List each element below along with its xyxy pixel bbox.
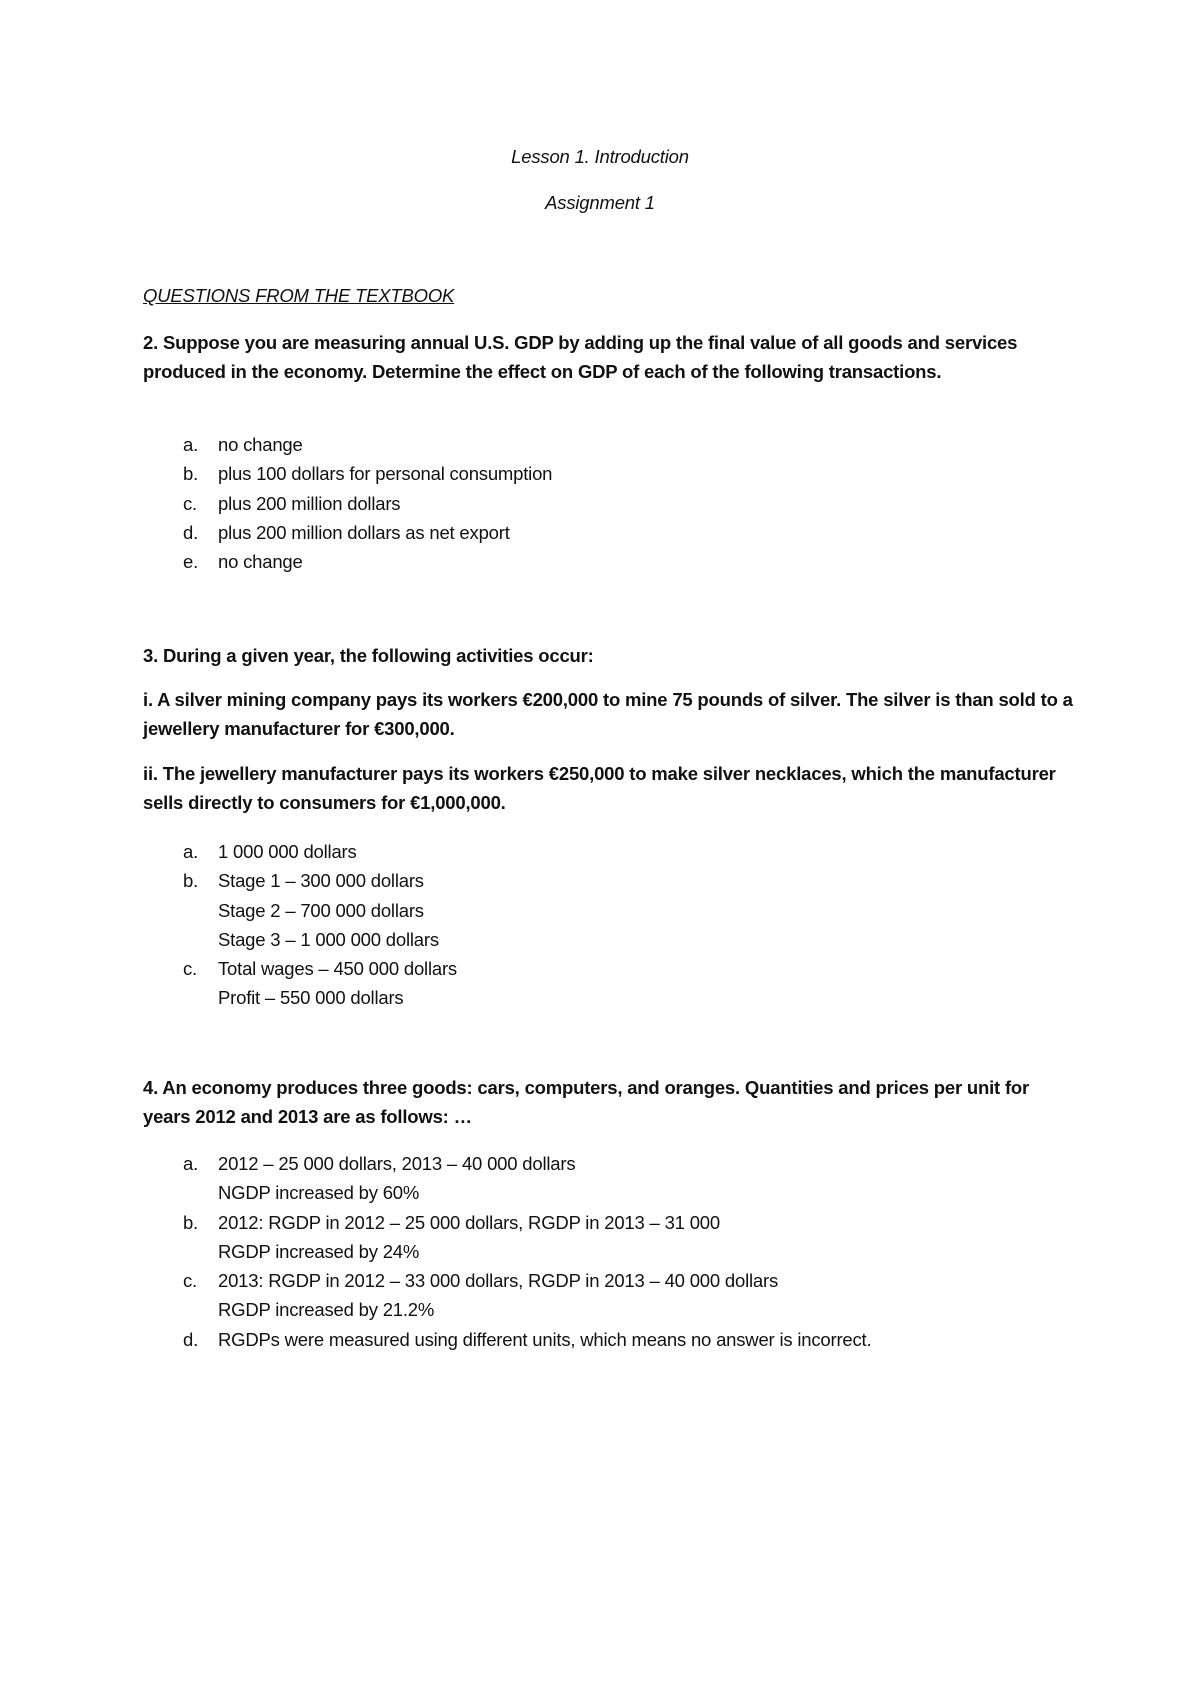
answer-marker: e. — [183, 551, 199, 573]
answer-item — [143, 837, 457, 866]
answer-marker: a. — [183, 1153, 199, 1174]
question-4: 4. An economy produces three goods: cars, computers, and oranges. Quantities and prices per unit for years 2012 and 2013 are as follows: … — [143, 1077, 1030, 1127]
answer-marker: b. — [183, 463, 199, 485]
answer-line: NGDP increased by 60% — [218, 1182, 420, 1204]
answer-marker: d. — [183, 521, 199, 543]
assignment-subtitle: Assignment 1 — [545, 192, 655, 213]
question-3-answers — [143, 837, 457, 1013]
question-4-answers — [143, 1149, 871, 1354]
answer-marker: a. — [183, 841, 199, 862]
answer-marker: b. — [183, 870, 199, 892]
question-2-answers — [143, 430, 552, 576]
answer-line: plus 200 million dollars — [218, 492, 401, 514]
answer-marker: d. — [183, 1328, 199, 1350]
answer-line: 2012: RGDP in 2012 – 25 000 dollars, RGDP in 2013 – 31 000 — [218, 1211, 720, 1233]
answer-line: Stage 2 – 700 000 dollars — [218, 899, 424, 921]
answer-item — [143, 954, 457, 1013]
answer-line: 1 000 000 dollars — [218, 841, 357, 862]
answer-line: Stage 3 – 1 000 000 dollars — [218, 928, 439, 950]
answer-line: no change — [218, 434, 303, 455]
answer-item — [143, 1325, 871, 1354]
answer-line: plus 100 dollars for personal consumption — [218, 463, 553, 485]
answer-line: RGDPs were measured using different units, which means no answer is incorrect. — [218, 1328, 872, 1350]
answer-marker: c. — [183, 1270, 197, 1292]
answer-item — [143, 1149, 871, 1208]
lesson-title: Lesson 1. Introduction — [511, 146, 689, 167]
answer-marker: c. — [183, 958, 197, 980]
answer-marker: c. — [183, 492, 197, 514]
question-3: 3. During a given year, the following activities occur: — [143, 645, 594, 666]
answer-line: RGDP increased by 24% — [218, 1240, 420, 1262]
answer-line: Total wages – 450 000 dollars — [218, 958, 457, 980]
answer-line: 2013: RGDP in 2012 – 33 000 dollars, RGDP in 2013 – 40 000 dollars — [218, 1270, 778, 1292]
answer-item — [143, 489, 552, 518]
answer-item — [143, 459, 552, 488]
answer-line: 2012 – 25 000 dollars, 2013 – 40 000 dollars — [218, 1153, 576, 1174]
question-3-part-ii: ii. The jewellery manufacturer pays its workers €250,000 to make silver necklaces, which the manufacturer sells directly to consumers for €1,000,000. — [143, 763, 1056, 813]
answer-item — [143, 547, 552, 576]
answer-item — [143, 518, 552, 547]
answer-item — [143, 430, 552, 459]
answer-marker: a. — [183, 434, 199, 455]
answer-item — [143, 1208, 871, 1267]
answer-marker: b. — [183, 1211, 199, 1233]
question-2: 2. Suppose you are measuring annual U.S. GDP by adding up the final value of all goods and services produced in the economy. Determine the effect on GDP of each of the following transactions. — [143, 332, 1018, 382]
answer-item — [143, 1266, 871, 1325]
answer-line: plus 200 million dollars as net export — [218, 521, 510, 543]
question-3-part-i: i. A silver mining company pays its workers €200,000 to mine 75 pounds of silver. The silver is than sold to a jewellery manufacturer for €300,000. — [143, 689, 1073, 739]
answer-line: Profit – 550 000 dollars — [218, 987, 404, 1009]
answer-line: RGDP increased by 21.2% — [218, 1299, 435, 1321]
answer-item — [143, 866, 457, 954]
answer-line: no change — [218, 551, 303, 573]
section-heading: QUESTIONS FROM THE TEXTBOOK — [143, 285, 455, 306]
answer-line: Stage 1 – 300 000 dollars — [218, 870, 424, 892]
